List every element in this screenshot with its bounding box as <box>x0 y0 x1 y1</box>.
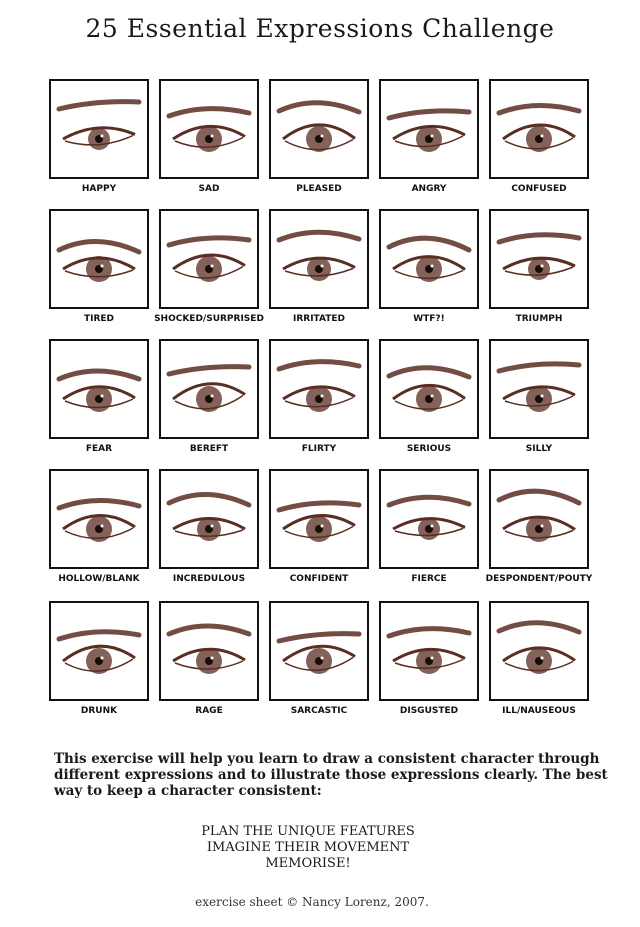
expression-label: HOLLOW/BLANK <box>58 574 140 584</box>
expression-label: PLEASED <box>296 184 342 194</box>
eye-drawing <box>489 469 589 569</box>
expression-label: TRIUMPH <box>515 314 563 324</box>
eye-drawing <box>269 469 369 569</box>
eye-icon <box>271 341 367 437</box>
expression-label: IRRITATED <box>292 314 346 324</box>
expression-label: BEREFT <box>189 444 229 454</box>
page-title: 25 Essential Expressions Challenge <box>85 14 555 43</box>
eye-drawing <box>159 79 259 179</box>
intro-paragraph: This exercise will help you learn to draw a consistent character through different expressions and to illustrate those expressions clearly. The best way to keep a character consistent: <box>54 751 608 799</box>
motto-line: PLAN THE UNIQUE FEATURES <box>201 824 415 839</box>
eye-icon <box>491 81 587 177</box>
eye-drawing <box>379 601 479 701</box>
eye-drawing <box>269 601 369 701</box>
eye-drawing <box>379 209 479 309</box>
eye-drawing <box>489 339 589 439</box>
eye-icon <box>271 603 367 699</box>
eye-drawing <box>49 601 149 701</box>
eye-drawing <box>49 209 149 309</box>
eye-icon <box>381 603 477 699</box>
eye-drawing <box>269 79 369 179</box>
motto-line: MEMORISE! <box>265 856 351 871</box>
eye-drawing <box>159 601 259 701</box>
expression-label: INCREDULOUS <box>172 574 246 584</box>
expression-label: FIERCE <box>411 574 447 584</box>
eye-icon <box>161 603 257 699</box>
motto <box>0 824 616 872</box>
eye-drawing <box>489 79 589 179</box>
eye-drawing <box>49 469 149 569</box>
expression-label: TIRED <box>83 314 115 324</box>
expression-label: DESPONDENT/POUTY <box>485 574 593 584</box>
eye-icon <box>161 471 257 567</box>
expression-label: FEAR <box>85 444 113 454</box>
eye-drawing <box>269 339 369 439</box>
expression-label: FLIRTY <box>301 444 337 454</box>
eye-icon <box>161 211 257 307</box>
eye-drawing <box>379 339 479 439</box>
expression-label: SARCASTIC <box>290 706 348 716</box>
eye-icon <box>271 471 367 567</box>
eye-drawing <box>159 469 259 569</box>
eye-icon <box>381 471 477 567</box>
eye-drawing <box>269 209 369 309</box>
eye-drawing <box>49 79 149 179</box>
eye-icon <box>271 211 367 307</box>
expression-label: SHOCKED/SURPRISED <box>154 314 264 324</box>
expression-label: CONFUSED <box>511 184 567 194</box>
eye-icon <box>161 341 257 437</box>
eye-icon <box>381 341 477 437</box>
eye-icon <box>271 81 367 177</box>
eye-icon <box>491 211 587 307</box>
expression-label: WTF?! <box>413 314 445 324</box>
expression-label: RAGE <box>195 706 223 716</box>
eye-icon <box>491 341 587 437</box>
eye-icon <box>51 341 147 437</box>
expression-label: DRUNK <box>80 706 118 716</box>
eye-drawing <box>159 339 259 439</box>
expression-label: HAPPY <box>81 184 117 194</box>
expression-label: SILLY <box>525 444 553 454</box>
eye-icon <box>381 211 477 307</box>
eye-icon <box>491 603 587 699</box>
copyright-credit: exercise sheet © Nancy Lorenz, 2007. <box>195 895 429 909</box>
eye-drawing <box>159 209 259 309</box>
eye-icon <box>51 211 147 307</box>
expression-label: CONFIDENT <box>289 574 349 584</box>
eye-icon <box>51 471 147 567</box>
expression-label: ILL/NAUSEOUS <box>502 706 576 716</box>
eye-icon <box>161 81 257 177</box>
eye-drawing <box>379 469 479 569</box>
eye-icon <box>51 603 147 699</box>
eye-drawing <box>379 79 479 179</box>
eye-drawing <box>49 339 149 439</box>
expression-label: SAD <box>198 184 220 194</box>
eye-drawing <box>489 601 589 701</box>
eye-icon <box>51 81 147 177</box>
expression-label: DISGUSTED <box>399 706 459 716</box>
eye-drawing <box>489 209 589 309</box>
eye-icon <box>491 471 587 567</box>
expression-label: ANGRY <box>411 184 447 194</box>
eye-icon <box>381 81 477 177</box>
motto-line: IMAGINE THEIR MOVEMENT <box>206 840 410 855</box>
expression-label: SERIOUS <box>406 444 452 454</box>
